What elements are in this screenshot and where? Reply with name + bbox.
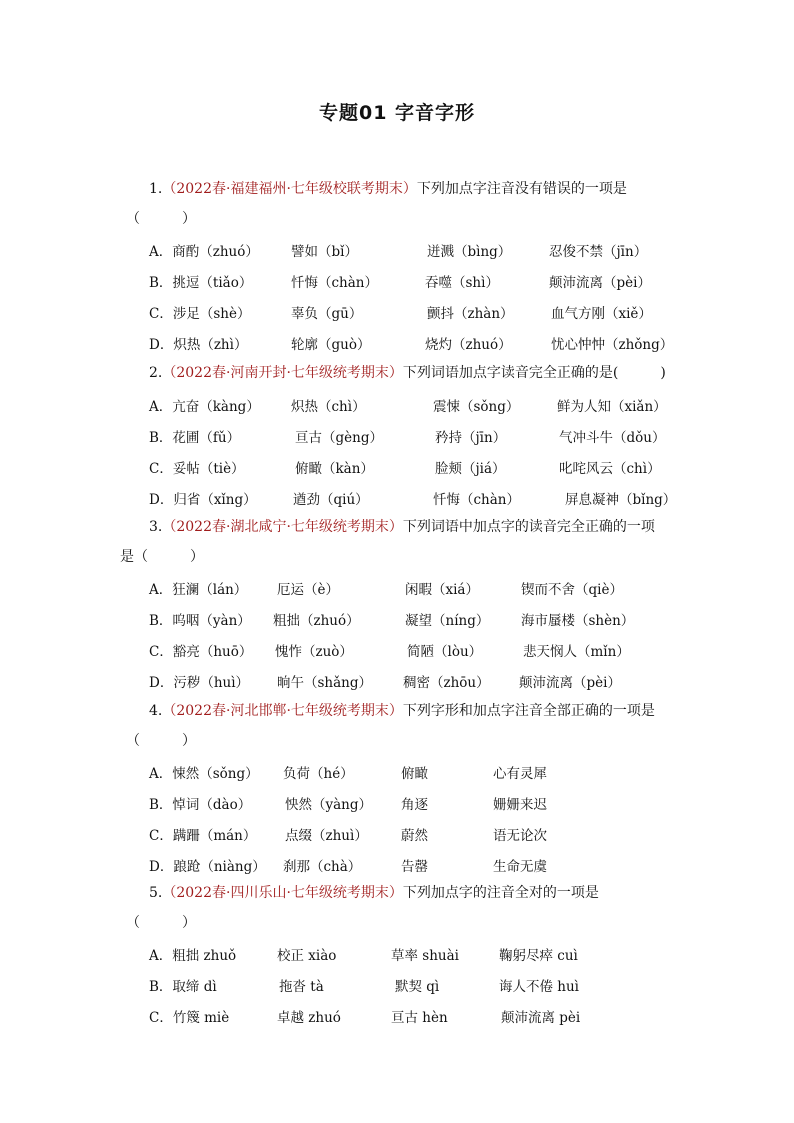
option-b (149, 609, 709, 627)
option-term: 愧怍（zuò） (275, 644, 353, 660)
option-d (149, 671, 709, 689)
option-term: 忏悔（chàn） (291, 275, 378, 291)
option-term: 校正 xiào (277, 948, 337, 964)
option-term: 颠沛流离（pèi） (549, 275, 651, 291)
option-term: 稠密（zhōu） (403, 675, 490, 691)
option-term: 告罄 (401, 859, 428, 875)
option-term: B．呜咽（yàn） (149, 613, 251, 629)
option-term: 颤抖（zhàn） (427, 306, 514, 322)
option-term: 炽热（chì） (291, 399, 366, 415)
option-term: 矜持（jīn） (435, 430, 507, 446)
question-stem (149, 364, 674, 382)
option-b (149, 271, 709, 289)
option-term: 烧灼（zhuó） (425, 337, 512, 353)
option-term: 默契 qì (395, 979, 440, 995)
option-term: 血气方刚（xiě） (551, 306, 652, 322)
option-term: 颠沛流离 pèi (501, 1010, 581, 1026)
option-term: 诲人不倦 huì (499, 979, 579, 995)
option-term: 鞠躬尽瘁 cuì (499, 948, 578, 964)
option-term: 亘古 hèn (391, 1010, 448, 1026)
answer-blank: 是（ ） (120, 549, 204, 565)
question-number: 3. (149, 519, 163, 535)
option-term: 晌午（shǎng） (277, 675, 373, 691)
question-source: （2022春·湖北咸宁·七年级统考期末） (162, 519, 403, 535)
option-term: 角逐 (401, 797, 428, 813)
option-term: B．花圃（fǔ） (149, 430, 241, 446)
option-b (149, 975, 709, 993)
option-term: 点缀（zhuì） (285, 828, 368, 844)
option-term: 怏然（yàng） (285, 797, 373, 813)
option-term: C．竹篾 miè (149, 1010, 230, 1026)
option-term: 气冲斗牛（dǒu） (559, 430, 666, 446)
option-d (149, 855, 709, 873)
option-term: A．悚然（sǒng） (149, 766, 259, 782)
option-a (149, 578, 709, 596)
option-c (149, 824, 709, 842)
option-term: 吞噬（shì） (425, 275, 499, 291)
option-term: 锲而不舍（qiè） (521, 582, 623, 598)
option-term: 拖沓 tà (279, 979, 324, 995)
option-term: 姗姗来迟 (493, 797, 547, 813)
option-term: 忍俊不禁（jīn） (549, 244, 648, 260)
option-term: D．污秽（huì） (149, 675, 250, 691)
option-term: 负荷（hé） (283, 766, 354, 782)
option-term: 辜负（gū） (291, 306, 363, 322)
option-d (149, 333, 709, 351)
option-term: D．炽热（zhì） (149, 337, 248, 353)
option-term: D．踉跄（niàng） (149, 859, 266, 875)
option-a (149, 240, 709, 258)
option-term: 闲暇（xiá） (405, 582, 479, 598)
option-term: B．取缔 dì (149, 979, 217, 995)
option-term: A．商酌（zhuó） (149, 244, 259, 260)
option-term: 遒劲（qiú） (293, 492, 369, 508)
answer-blank: （ ） (126, 915, 196, 931)
option-term: 屏息凝神（bǐng） (565, 492, 677, 508)
question-number: 4. (149, 703, 163, 719)
option-term: 震悚（sǒng） (433, 399, 520, 415)
option-term: B．悼词（dào） (149, 797, 252, 813)
option-term: 厄运（è） (277, 582, 339, 598)
option-term: 粗拙（zhuó） (273, 613, 360, 629)
option-b (149, 426, 709, 444)
question-text: 下列字形和加点字注音全部正确的一项是 (402, 703, 655, 719)
option-term: 俯瞰（kàn） (295, 461, 374, 477)
option-term: C．蹒跚（mán） (149, 828, 257, 844)
option-term: C．涉足（shè） (149, 306, 251, 322)
answer-blank: （ ） (126, 733, 196, 749)
option-term: A．粗拙 zhuǒ (149, 948, 237, 964)
option-term: 迸溅（bìng） (427, 244, 512, 260)
option-term: 生命无虞 (493, 859, 547, 875)
option-term: 心有灵犀 (493, 766, 547, 782)
option-term: 简陋（lòu） (407, 644, 483, 660)
question-text: 下列词语加点字读音完全正确的是( ) (402, 365, 666, 381)
option-term: C．妥帖（tiè） (149, 461, 245, 477)
option-term: 刹那（chà） (283, 859, 362, 875)
option-term: 亘古（gèng） (295, 430, 383, 446)
option-term: 脸颊（jiá） (435, 461, 506, 477)
option-term: B．挑逗（tiǎo） (149, 275, 253, 291)
question-source: （2022春·河南开封·七年级统考期末） (162, 365, 403, 381)
option-term: 语无论次 (493, 828, 547, 844)
option-term: D．归省（xǐng） (149, 492, 257, 508)
question-stem (149, 180, 674, 198)
option-term: 俯瞰 (401, 766, 428, 782)
question-source: （2022春·福建福州·七年级校联考期末） (162, 181, 417, 197)
option-term: 海市蜃楼（shèn） (521, 613, 635, 629)
option-term: A．亢奋（kàng） (149, 399, 260, 415)
page-title: 专题01 字音字形 (318, 102, 476, 124)
answer-blank: （ ） (126, 211, 196, 227)
option-term: C．豁亮（huō） (149, 644, 253, 660)
option-a (149, 762, 709, 780)
question-number: 1. (149, 181, 163, 197)
option-c (149, 457, 709, 475)
question-number: 5. (149, 885, 163, 901)
option-a (149, 395, 709, 413)
question-stem (149, 702, 674, 720)
question-stem (149, 884, 674, 902)
option-term: 颠沛流离（pèi） (519, 675, 621, 691)
question-text: 下列词语中加点字的读音完全正确的一项 (402, 519, 655, 535)
option-term: 草率 shuài (391, 948, 459, 964)
option-term: 卓越 zhuó (277, 1010, 341, 1026)
question-text: 下列加点字的注音全对的一项是 (402, 885, 599, 901)
option-c (149, 302, 709, 320)
option-term: 譬如（bǐ） (291, 244, 358, 260)
option-a (149, 944, 709, 962)
option-term: 凝望（níng） (405, 613, 490, 629)
option-c (149, 640, 709, 658)
question-stem (149, 518, 674, 536)
option-term: 蔚然 (401, 828, 428, 844)
option-c (149, 1006, 709, 1024)
option-term: 忏悔（chàn） (433, 492, 520, 508)
option-b (149, 793, 709, 811)
option-d (149, 488, 709, 506)
option-term: 轮廓（guò） (291, 337, 371, 353)
option-term: 忧心忡忡（zhǒng） (551, 337, 674, 353)
option-term: 鲜为人知（xiǎn） (557, 399, 667, 415)
option-term: A．狂澜（lán） (149, 582, 248, 598)
question-source: （2022春·四川乐山·七年级统考期末） (162, 885, 403, 901)
question-text: 下列加点字注音没有错误的一项是 (416, 181, 627, 197)
option-term: 悲天悯人（mǐn） (523, 644, 630, 660)
question-number: 2. (149, 365, 163, 381)
question-source: （2022春·河北邯郸·七年级统考期末） (162, 703, 403, 719)
option-term: 叱咤风云（chì） (559, 461, 661, 477)
